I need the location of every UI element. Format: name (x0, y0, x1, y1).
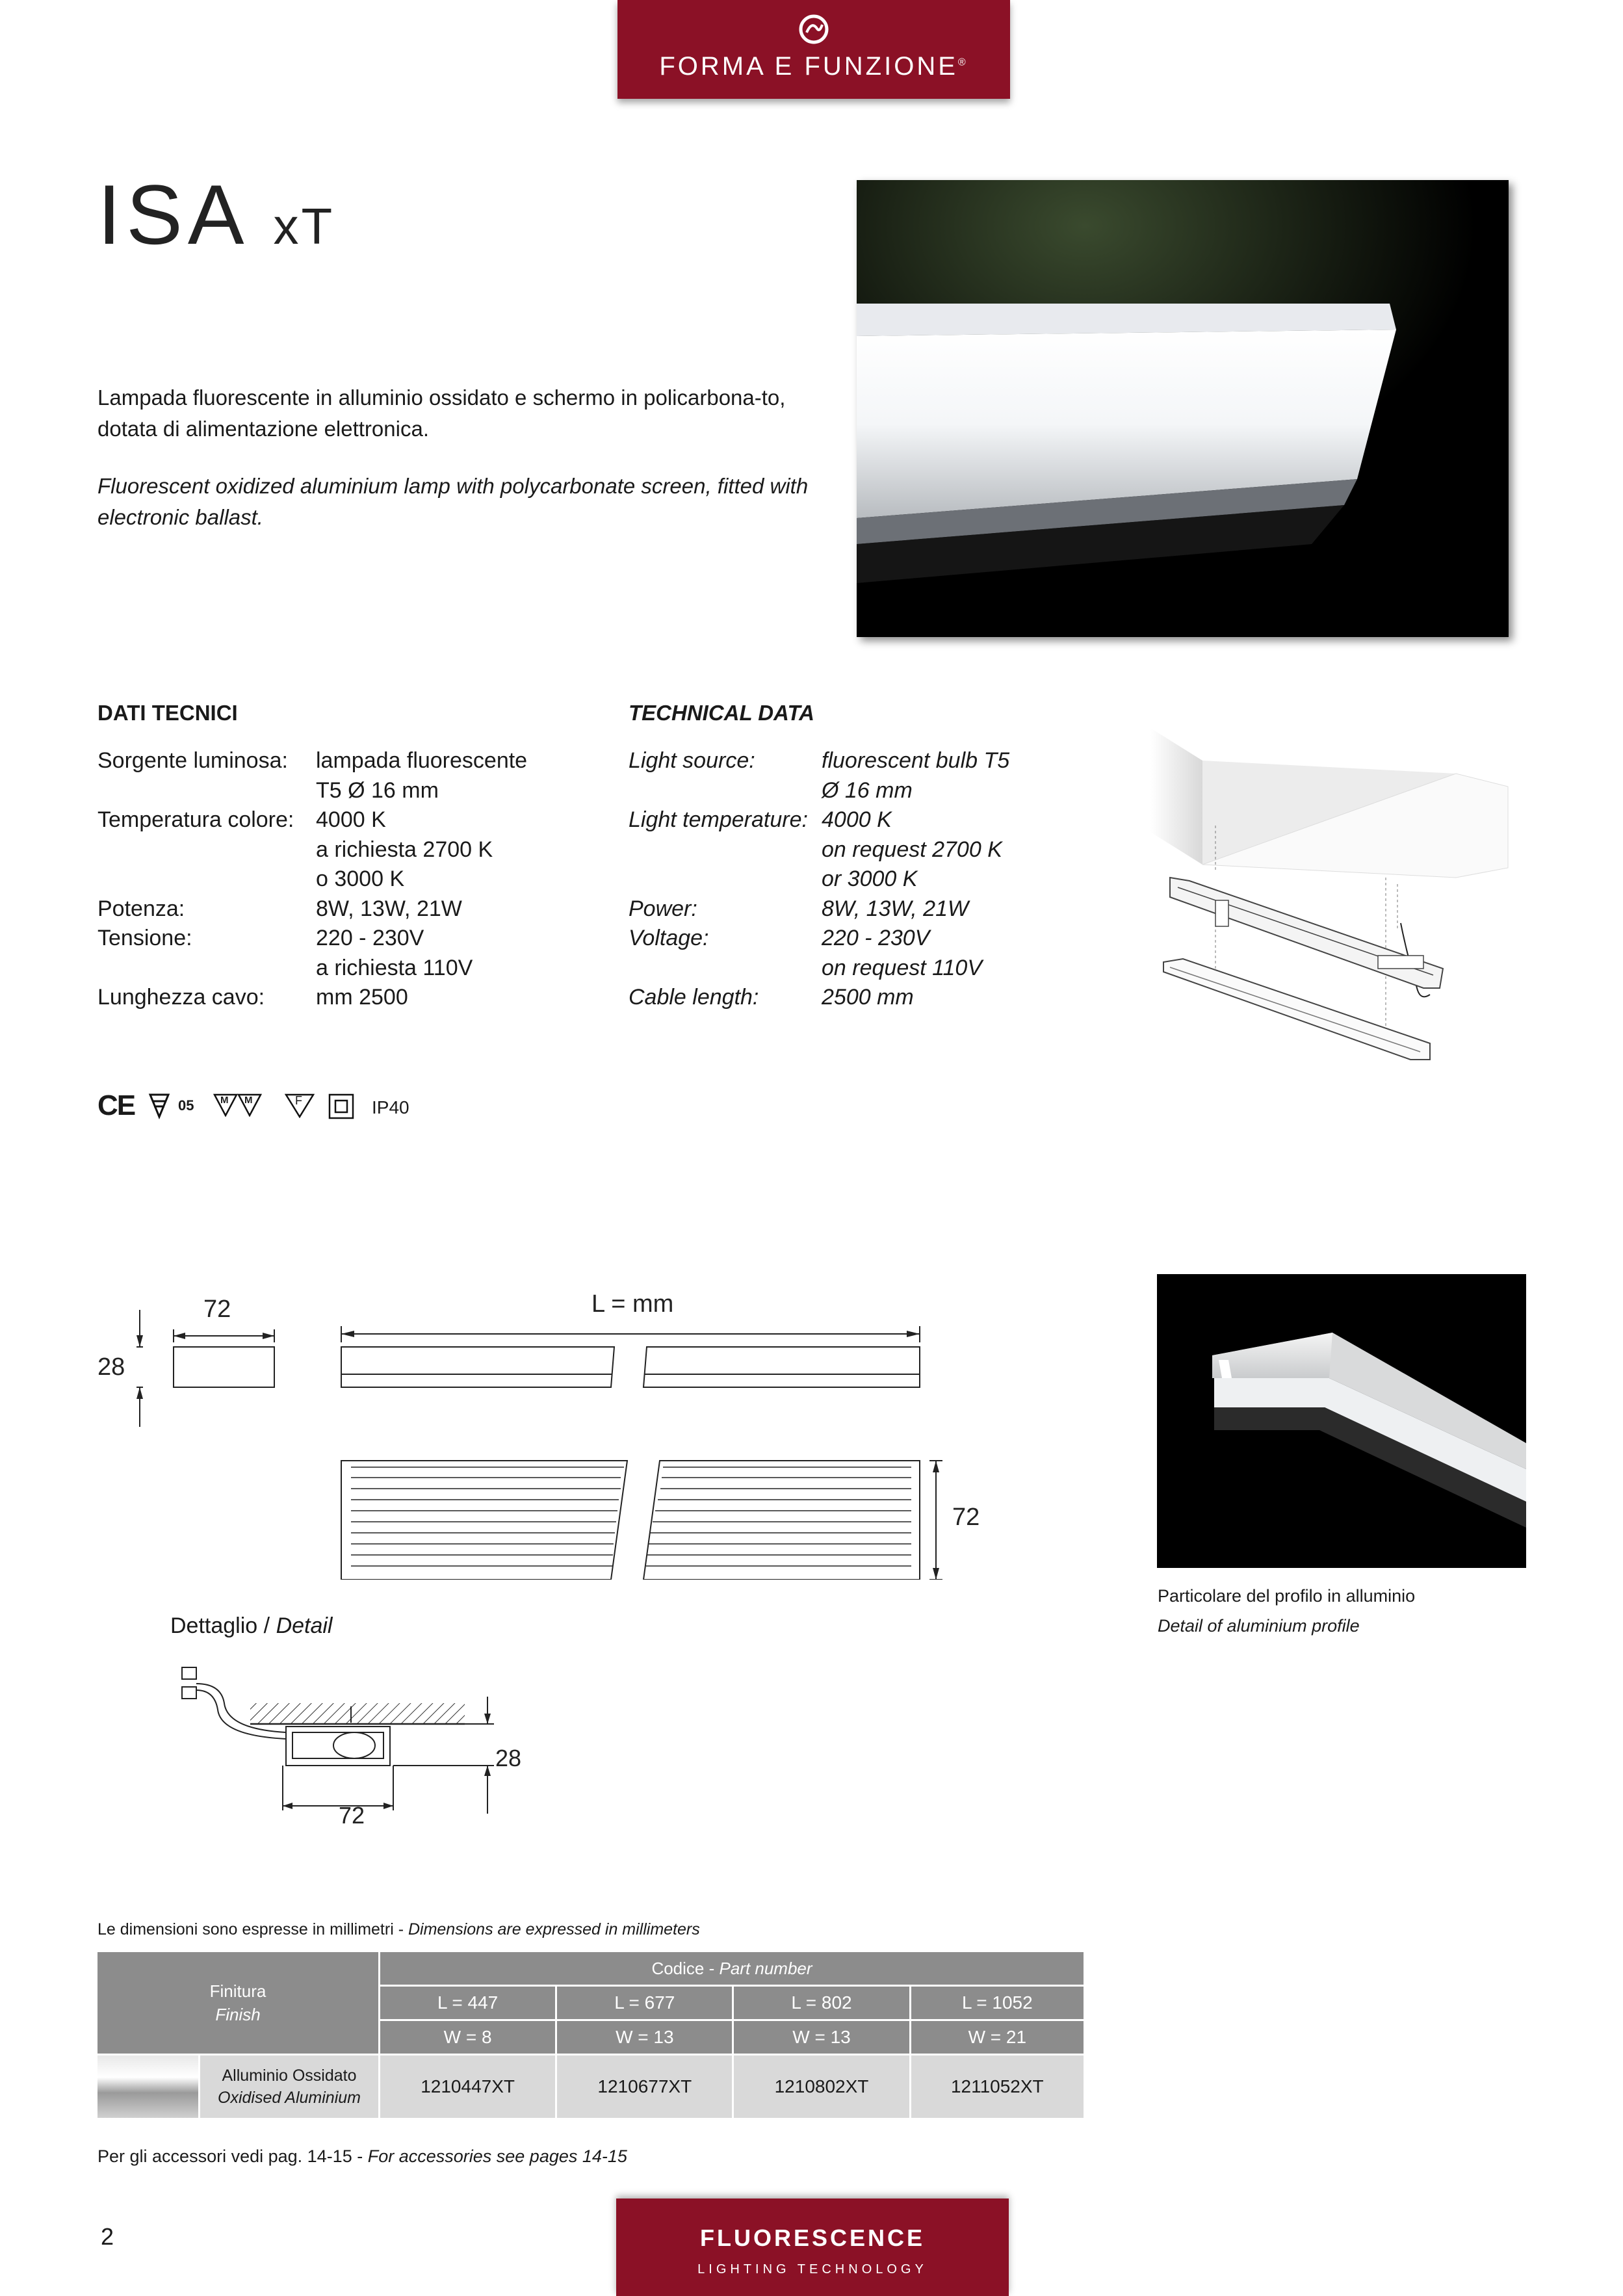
m-mark-label: M (220, 1095, 229, 1106)
profile-photo (1157, 1274, 1526, 1568)
spec-value: lampada fluorescente (316, 748, 528, 773)
spec-label (629, 835, 824, 865)
spec-value: Ø 16 mm (822, 777, 913, 803)
product-title: ISA xT (97, 167, 335, 262)
spec-label (97, 835, 312, 865)
spec-value: or 3000 K (822, 867, 918, 891)
spec-label: Tensione: (97, 926, 192, 950)
spec-label (629, 954, 824, 984)
length-cell: L = 1052 (911, 1987, 1084, 2019)
spec-label: Light source: (629, 748, 755, 773)
spec-label: Voltage: (629, 926, 709, 950)
footer-subtitle: LIGHTING TECHNOLOGY (697, 2262, 928, 2276)
finish-header: Finitura Finish (97, 1952, 378, 2054)
dimensions-note: Le dimensioni sono espresse in millimetri - Dimensions are expressed in millimeters (97, 1920, 700, 1938)
finish-name-it: Alluminio Ossidato (222, 2067, 357, 2085)
spec-value: 220 - 230V (822, 926, 930, 950)
length-cell: L = 677 (557, 1987, 732, 2019)
wattage-cell: W = 8 (380, 2021, 555, 2054)
part-code: 1210677XT (557, 2055, 732, 2118)
profile-caption-it: Particolare del profilo in alluminio (1158, 1586, 1416, 1606)
accessories-note: Per gli accessori vedi pag. 14-15 - For accessories see pages 14-15 (97, 2146, 627, 2166)
spec-value: a richiesta 110V (316, 955, 473, 980)
wattage-cell: W = 13 (557, 2021, 732, 2054)
brand-name: FORMA E FUNZIONE® (659, 52, 968, 81)
spec-value: 4000 K (822, 807, 892, 832)
spec-value: o 3000 K (316, 867, 405, 891)
spec-label (97, 954, 312, 984)
spec-label (629, 865, 824, 894)
brand-header (617, 0, 1010, 99)
spec-label: Cable length: (629, 985, 759, 1010)
enec-code: 05 (178, 1097, 194, 1114)
page-number: 2 (101, 2223, 114, 2250)
plan-width-dimension: 72 (952, 1504, 980, 1531)
spec-value: 8W, 13W, 21W (822, 896, 969, 921)
spec-label: Potenza: (97, 896, 185, 921)
brand-logo-icon (798, 13, 830, 46)
length-dimension: L = mm (591, 1290, 674, 1318)
product-photo (857, 180, 1509, 637)
profile-caption-en: Detail of aluminium profile (1158, 1616, 1360, 1636)
length-cell: L = 802 (734, 1987, 909, 2019)
codes-table (96, 1950, 1085, 2120)
wattage-cell: W = 21 (911, 2021, 1084, 2054)
specs-en-labels (629, 746, 824, 1013)
part-code: 1210447XT (380, 2055, 555, 2118)
f-mark-label: F (295, 1094, 302, 1107)
mm-mark-label: M (244, 1095, 253, 1106)
spec-label: Sorgente luminosa: (97, 748, 288, 773)
spec-label: Lunghezza cavo: (97, 985, 265, 1010)
part-code: 1210802XT (734, 2055, 909, 2118)
ce-mark: CE (97, 1089, 135, 1121)
spec-value: mm 2500 (316, 985, 408, 1010)
spec-value: 220 - 230V (316, 926, 424, 950)
specs-en-heading: TECHNICAL DATA (629, 701, 814, 725)
detail-label: Dettaglio / Detail (170, 1613, 333, 1638)
spec-value: a richiesta 2700 K (316, 837, 493, 862)
spec-value: on request 110V (822, 955, 982, 980)
finish-swatch (97, 2055, 198, 2118)
spec-value: 4000 K (316, 807, 386, 832)
footer-category: FLUORESCENCE (699, 2224, 926, 2251)
ip-rating: IP40 (372, 1097, 409, 1117)
spec-label (629, 776, 824, 806)
detail-width: 72 (339, 1802, 365, 1829)
spec-value: on request 2700 K (822, 837, 1002, 862)
finish-name-en: Oxidised Aluminium (218, 2089, 361, 2107)
length-cell: L = 447 (380, 1987, 555, 2019)
specs-it-values (316, 746, 576, 1013)
specs-it-heading: DATI TECNICI (97, 701, 238, 725)
description-it: Lampada fluorescente in alluminio ossidato e schermo in policarbona-to, dotata di alimentazione elettronica. (97, 385, 786, 441)
spec-value: 2500 mm (822, 985, 914, 1010)
class-ii-icon (328, 1093, 354, 1119)
spec-label (97, 776, 312, 806)
part-number-header: Codice - Part number (380, 1952, 1084, 1985)
spec-label: Light temperature: (629, 807, 808, 832)
spec-value: 8W, 13W, 21W (316, 896, 462, 921)
description-en: Fluorescent oxidized aluminium lamp with polycarbonate screen, fitted with electronic ballast. (97, 474, 809, 529)
spec-label: Temperatura colore: (97, 807, 294, 832)
mounting-diagram (1144, 709, 1521, 1099)
spec-value: fluorescent bulb T5 (822, 748, 1010, 773)
wattage-cell: W = 13 (734, 2021, 909, 2054)
width-dimension: 72 (203, 1296, 231, 1323)
finish-row (97, 2055, 378, 2118)
specs-it-labels (97, 746, 312, 1013)
specs-en-values (822, 746, 1082, 1013)
footer-tab (616, 2198, 1009, 2296)
spec-label (97, 865, 312, 894)
spec-value: T5 Ø 16 mm (316, 777, 439, 803)
height-dimension: 28 (97, 1353, 125, 1381)
part-code: 1211052XT (911, 2055, 1084, 2118)
detail-height: 28 (495, 1745, 522, 1771)
spec-label: Power: (629, 896, 697, 921)
